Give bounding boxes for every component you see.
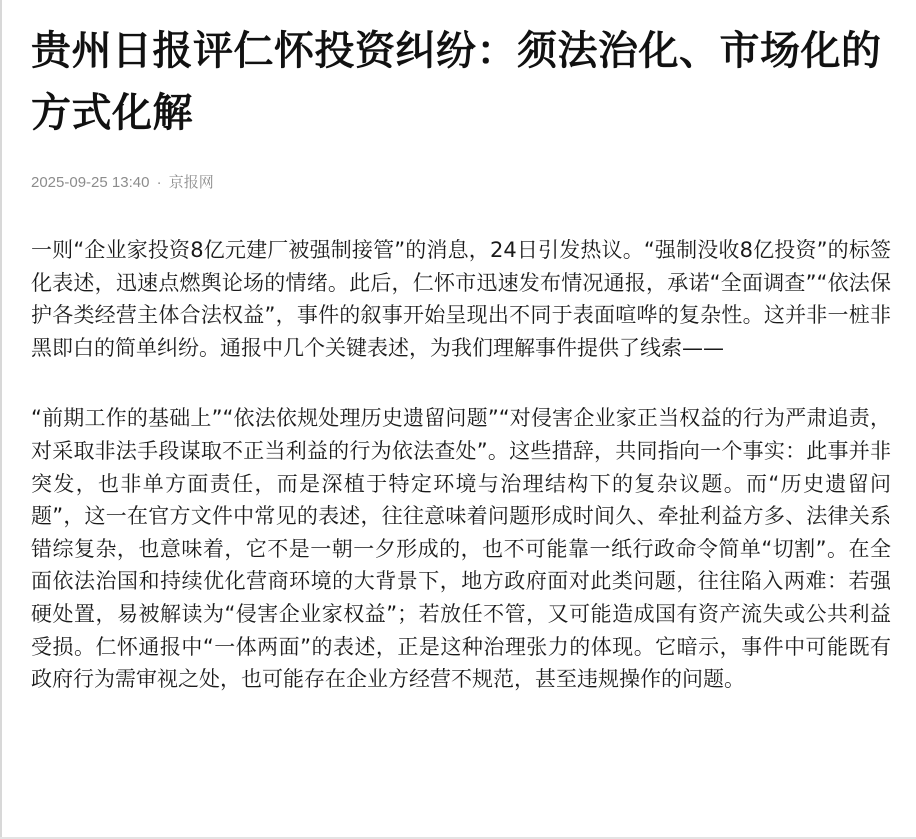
publish-date: 2025-09-25 13:40 bbox=[31, 174, 150, 191]
article-meta bbox=[31, 172, 891, 194]
left-border bbox=[0, 0, 2, 839]
paragraph: 一则“企业家投资8亿元建厂被强制接管”的消息，24日引发热议。“强制没收8亿投资”的标签化表述，迅速点燃舆论场的情绪。此后，仁怀市迅速发布情况通报，承诺“全面调查”“依法保护各类经营主体合法权益”，事件的叙事开始呈现出不同于表面喧哗的复杂性。这并非一桩非黑即白的简单纠纷。通报中几个关键表述，为我们理解事件提供了线索—— bbox=[31, 238, 891, 360]
article bbox=[31, 0, 891, 696]
meta-separator: · bbox=[156, 174, 162, 191]
source-name[interactable]: 京报网 bbox=[168, 174, 214, 191]
article-title: 贵州日报评仁怀投资纠纷：须法治化、市场化的方式化解 bbox=[31, 28, 882, 136]
paragraph: “前期工作的基础上”“依法依规处理历史遗留问题”“对侵害企业家正当权益的行为严肃追责，对采取非法手段谋取不正当利益的行为依法查处”。这些措辞，共同指向一个事实：此事并非突发，也非单方面责任，而是深植于特定环境与治理结构下的复杂议题。而“历史遗留问题”，这一在官方文件中常见的表述，往往意味着问题形成时间久、牵扯利益方多、法律关系错综复杂，也意味着，它不是一朝一夕形成的，也不可能靠一纸行政命令简单“切割”。在全面依法治国和持续优化营商环境的大背景下，地方政府面对此类问题，往往陷入两难：若强硬处置，易被解读为“侵害企业家权益”；若放任不管，又可能造成国有资产流失或公共利益受损。仁怀通报中“一体两面”的表述，正是这种治理张力的体现。它暗示，事件中可能既有政府行为需审视之处，也可能存在企业方经营不规范，甚至违规操作的问题。 bbox=[31, 406, 891, 692]
